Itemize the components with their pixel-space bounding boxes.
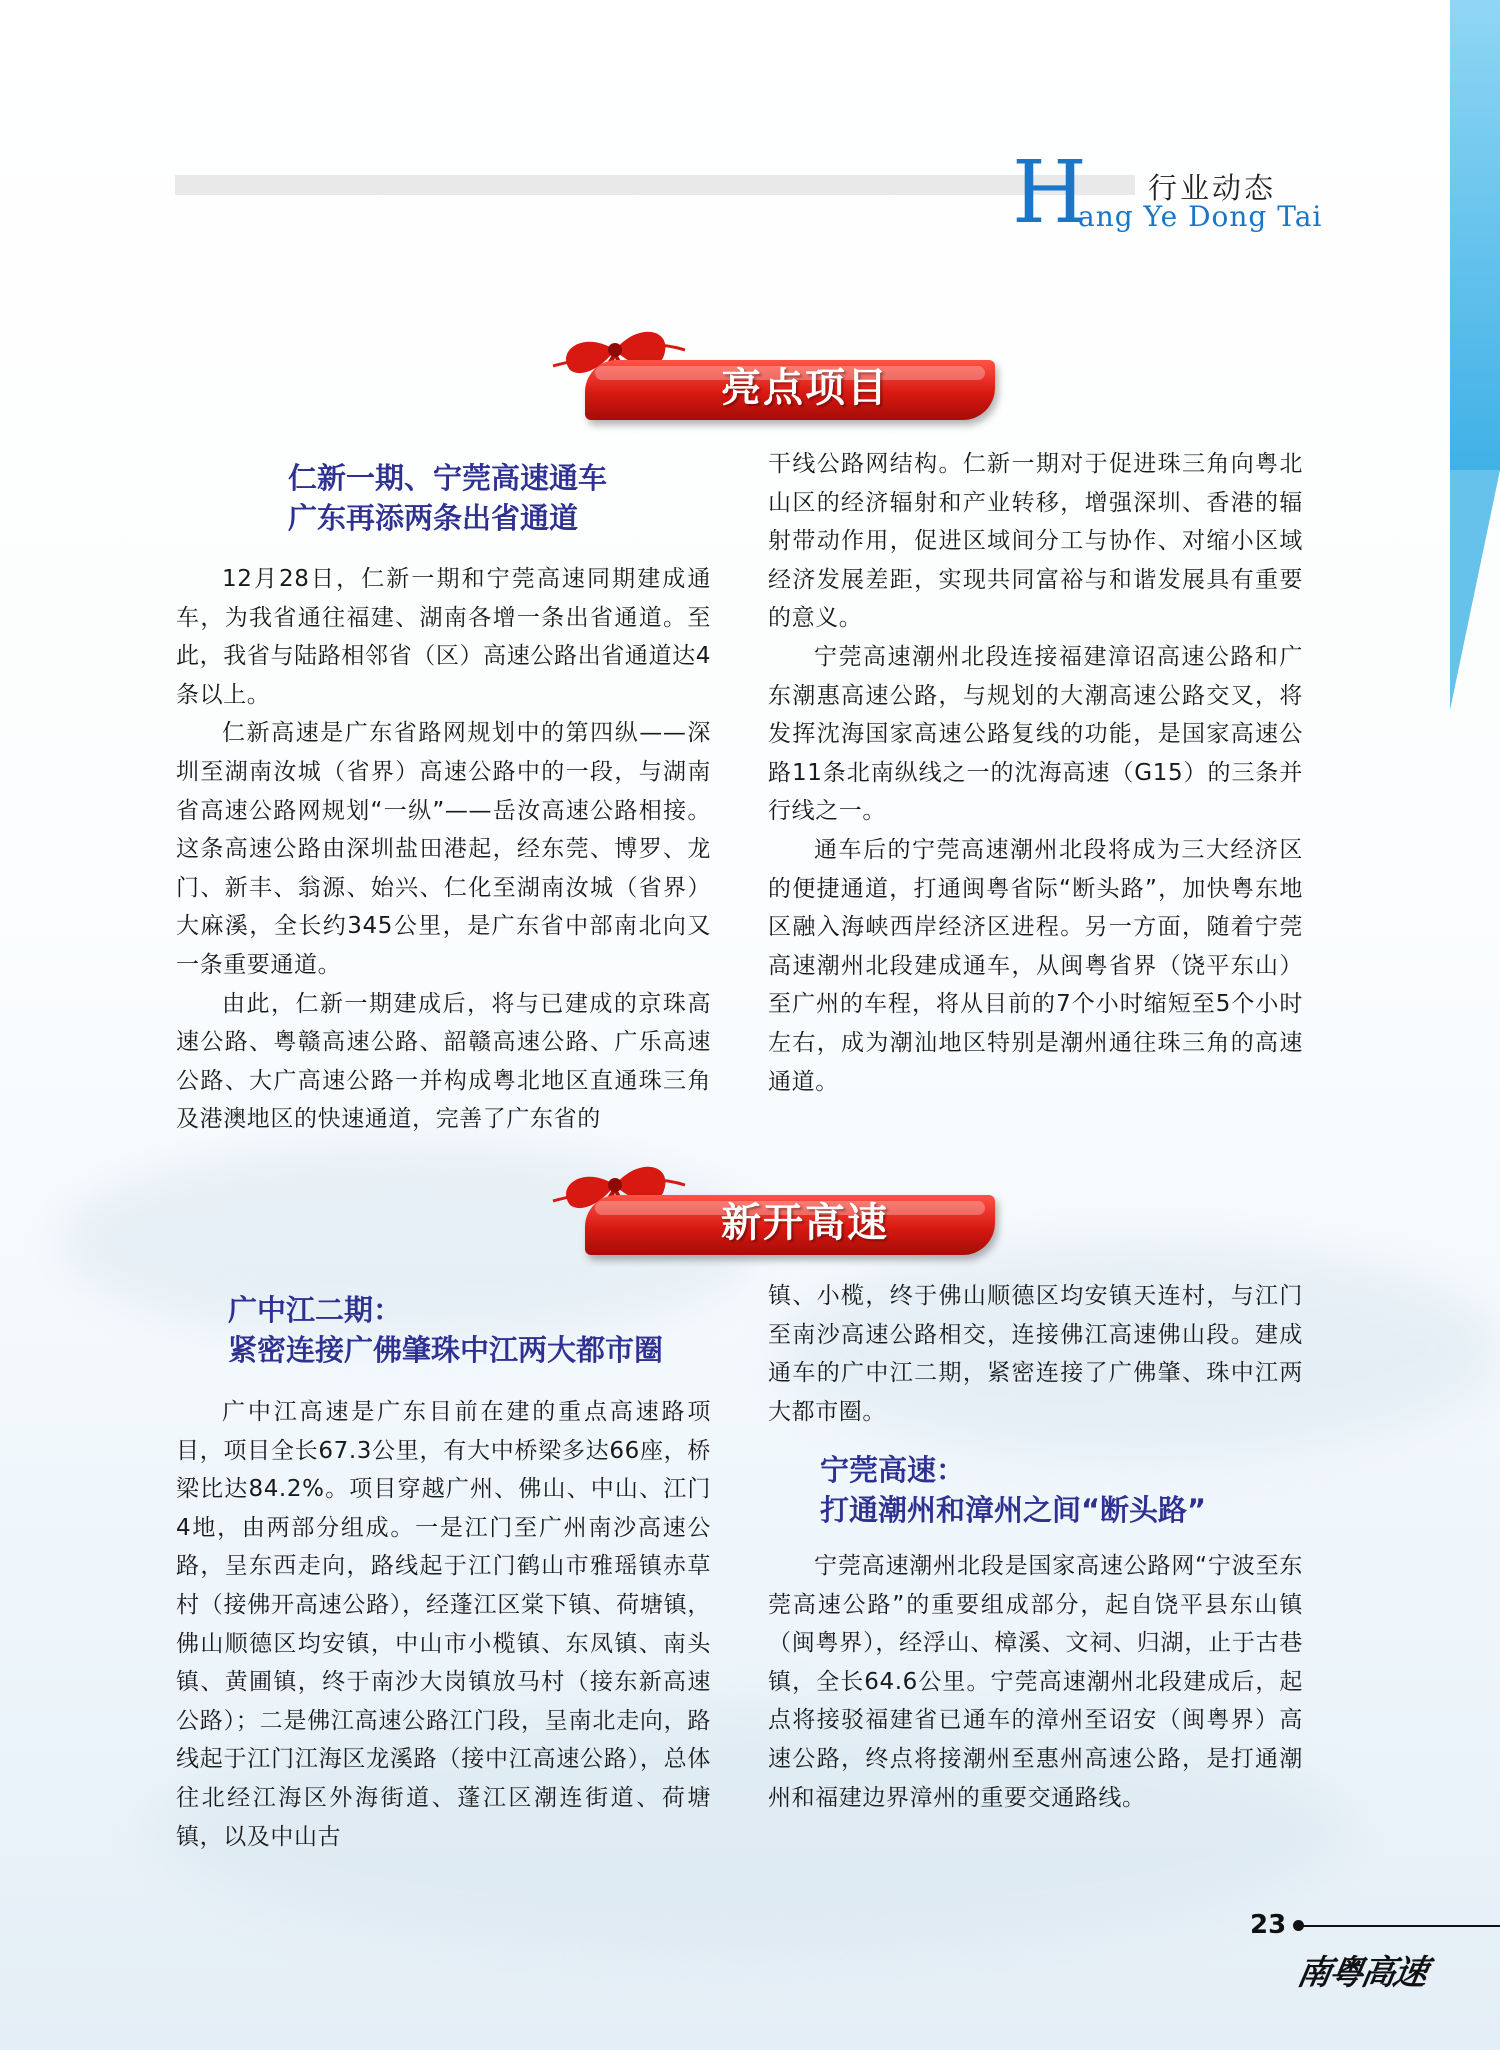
banner-title: 亮点项目: [721, 364, 889, 411]
headline-line: 紧密连接广佛肇珠中江两大都市圈: [228, 1333, 664, 1367]
paragraph-continuation: 干线公路网结构。仁新一期对于促进珠三角向粤北山区的经济辐射和产业转移，增强深圳、香港的辐射带动作用，促进区域间分工与协作、对缩小区域经济发展差距，实现共同富裕与和谐发展具有重要的意义。: [768, 451, 1303, 632]
header-section-title: 行业动态: [1148, 171, 1277, 205]
article-column-right-lower: [768, 1547, 1303, 1817]
article-column-right: [768, 445, 1303, 1101]
section-banner: [545, 320, 1015, 430]
section-banner: [545, 1155, 1015, 1265]
banner-title: 新开高速: [721, 1199, 889, 1246]
paragraph: 广中江高速是广东目前在建的重点高速路项目，项目全长67.3公里，有大中桥梁多达66座，桥梁比达84.2%。项目穿越广州、佛山、中山、江门4地，由两部分组成。一是江门至广州南沙高速公路，呈东西走向，路线起于江门鹤山市雅瑶镇赤草村（接佛开高速公路），经蓬江区棠下镇、荷塘镇，佛山顺德区均安镇，中山市小榄镇、东凤镇、南头镇、黄圃镇，终于南沙大岗镇放马村（接东新高速公路）；二是佛江高速公路江门段，呈南北走向，路线起于江门江海区龙溪路（接中江高速公路），总体往北经江海区外海街道、蓬江区潮连街道、荷塘镇，以及中山古: [176, 1399, 711, 1850]
page-number-rule: [1300, 1925, 1500, 1927]
header-initial: H: [1012, 143, 1087, 243]
magazine-logo: 南粤高速: [1293, 1953, 1429, 1993]
header-rule: [175, 175, 1135, 195]
article-column-left: [176, 1393, 711, 1856]
paragraph: 宁莞高速潮州北段连接福建漳诏高速公路和广东潮惠高速公路，与规划的大潮高速公路交叉，将发挥沈海国家高速公路复线的功能，是国家高速公路11条北南纵线之一的沈海高速（G15）的三条并行线之一。: [768, 643, 1303, 825]
header-section-pinyin: ang Ye Dong Tai: [1078, 200, 1323, 233]
paragraph: 仁新高速是广东省路网规划中的第四纵——深圳至湖南汝城（省界）高速公路中的一段，与湖南省高速公路网规划“一纵”——岳汝高速公路相接。这条高速公路由深圳盐田港起，经东莞、博罗、龙门、新丰、翁源、始兴、仁化至湖南汝城（省界）大麻溪，全长约345公里，是广东省中部南北向又一条重要通道。: [176, 720, 711, 978]
headline-line: 仁新一期、宁莞高速通车: [288, 461, 608, 495]
article-subheadline: [820, 1450, 1206, 1530]
article-headline: [288, 458, 607, 538]
paragraph-continuation: 镇、小榄，终于佛山顺德区均安镇天连村，与江门至南沙高速公路相交，连接佛江高速佛山段。建成通车的广中江二期，紧密连接了广佛肇、珠中江两大都市圈。: [768, 1283, 1303, 1425]
article-headline: [228, 1290, 663, 1370]
headline-line: 广中江二期：: [228, 1293, 403, 1327]
page-edge-accent-tail: [1450, 470, 1500, 710]
article-column-left: [176, 560, 711, 1139]
paragraph: 通车后的宁莞高速潮州北段将成为三大经济区的便捷通道，打通闽粤省际“断头路”，加快粤东地区融入海峡西岸经济区进程。另一方面，随着宁莞高速潮州北段建成通车，从闽粤省界（饶平东山）至广州的车程，将从目前的7个小时缩短至5个小时左右，成为潮汕地区特别是潮州通往珠三角的高速通道。: [768, 836, 1303, 1095]
headline-line: 宁莞高速：: [820, 1453, 966, 1487]
paragraph: 宁莞高速潮州北段是国家高速公路网“宁波至东莞高速公路”的重要组成部分，起自饶平县东山镇（闽粤界），经浮山、樟溪、文祠、归湖，止于古巷镇，全长64.6公里。宁莞高速潮州北段建成后，起点将接驳福建省已通车的漳州至诏安（闽粤界）高速公路，终点将接潮州至惠州高速公路，是打通潮州和福建边界漳州的重要交通路线。: [768, 1553, 1303, 1811]
paragraph: 由此，仁新一期建成后，将与已建成的京珠高速公路、粤赣高速公路、韶赣高速公路、广乐高速公路、大广高速公路一并构成粤北地区直通珠三角及港澳地区的快速通道，完善了广东省的: [176, 990, 711, 1133]
headline-line: 广东再添两条出省通道: [288, 501, 579, 535]
paragraph: 12月28日，仁新一期和宁莞高速同期建成通车，为我省通往福建、湖南各增一条出省通道。至此，我省与陆路相邻省（区）高速公路出省通道达4条以上。: [176, 566, 711, 708]
headline-line: 打通潮州和漳州之间“断头路”: [820, 1493, 1207, 1527]
article-column-right: [768, 1277, 1303, 1431]
page-number: 23: [1250, 1910, 1287, 1940]
page-edge-accent: [1450, 0, 1500, 470]
